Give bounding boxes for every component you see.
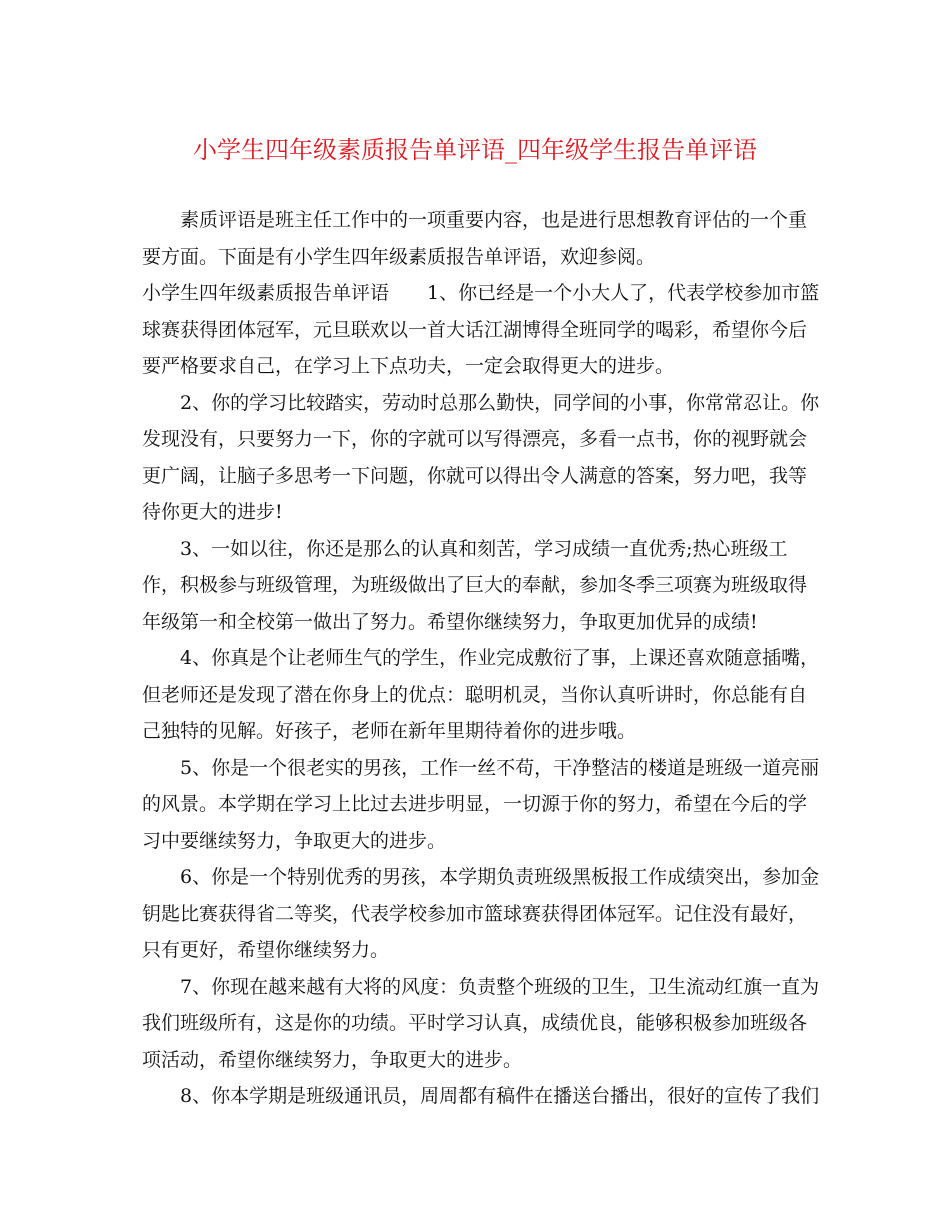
text-line: 5、你是一个很老实的男孩，工作一丝不苟，干净整洁的楼道是班级一道亮丽 [180,756,820,779]
text-line: 我们班级所有，这是你的功绩。平时学习认真，成绩优良，能够积极参加班级各 [142,1012,808,1034]
text-line: 但老师还是发现了潜在你身上的优点：聪明机灵，当你认真听讲时，你总能有自 [142,683,808,706]
text-line: 4、你真是个让老师生气的学生，作业完成敷衍了事，上课还喜欢随意插嘴， [180,647,820,669]
text-line: 8、你本学期是班级通讯员，周周都有稿件在播送台播出，很好的宣传了我们 [180,1085,820,1107]
text-line: 年级第一和全校第一做出了努力。希望你继续努力，争取更加优异的成绩! [142,610,758,633]
document-body [142,202,820,1115]
text-line: 的风景。本学期在学习上比过去进步明显，一切源于你的努力，希望在今后的学 [142,793,808,815]
text-line: 小学生四年级素质报告单评语 1、你已经是一个小大人了，代表学校参加市篮 [142,282,820,304]
text-line: 待你更大的进步! [142,501,283,523]
text-line: 球赛获得团体冠军，元旦联欢以一首大话江湖博得全班同学的喝彩，希望你今后 [142,318,808,341]
text-line: 钥匙比赛获得省二等奖，代表学校参加市篮球赛获得团体冠军。记住没有最好， [142,902,808,925]
text-line: 要方面。下面是有小学生四年级素质报告单评语，欢迎参阅。 [142,245,656,268]
text-line: 6、你是一个特别优秀的男孩，本学期负责班级黑板报工作成绩突出，参加金 [180,866,820,888]
text-line: 更广阔，让脑子多思考一下问题，你就可以得出令人满意的答案，努力吧，我等 [142,464,808,487]
text-line: 项活动，希望你继续努力，争取更大的进步。 [142,1048,523,1071]
text-line: 要严格要求自己，在学习上下点功夫，一定会取得更大的进步。 [142,355,675,377]
document-title: 小学生四年级素质报告单评语_四年级学生报告单评语 [193,136,757,164]
text-line: 3、一如以往，你还是那么的认真和刻苦，学习成绩一直优秀;热心班级工 [180,537,788,560]
text-line: 己独特的见解。好孩子，老师在新年里期待着你的进步哦。 [142,720,637,742]
text-line: 只有更好，希望你继续努力。 [142,939,390,961]
text-line: 发现没有，只要努力一下，你的字就可以写得漂亮，多看一点书，你的视野就会 [142,428,808,450]
text-line: 习中要继续努力，争取更大的进步。 [142,829,447,852]
text-line: 7、你现在越来越有大将的风度：负责整个班级的卫生，卫生流动红旗一直为 [180,975,820,998]
text-line: 作，积极参与班级管理，为班级做出了巨大的奉献，参加冬季三项赛为班级取得 [142,574,808,596]
text-line: 素质评语是班主任工作中的一项重要内容，也是进行思想教育评估的一个重 [180,209,808,231]
text-line: 2、你的学习比较踏实，劳动时总那么勤快，同学间的小事，你常常忍让。你 [180,391,820,414]
